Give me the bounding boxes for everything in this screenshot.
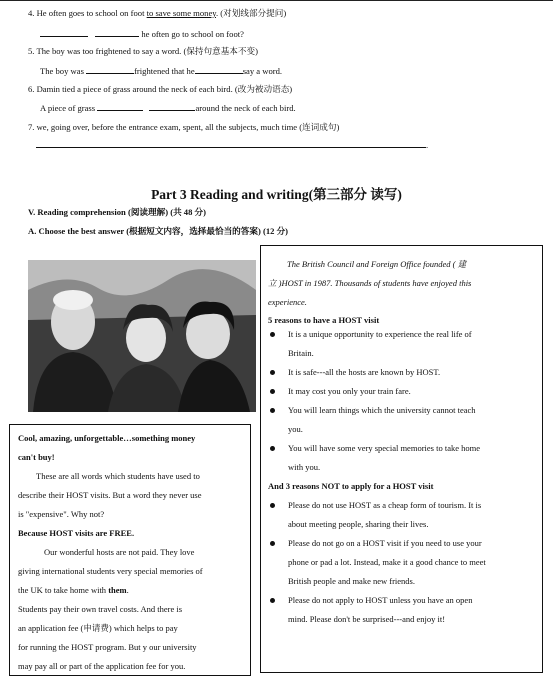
paragraph-line: These are all words which students have used to [36,471,200,481]
reason-4-line2: you. [288,424,303,434]
intro-line: The British Council and Foreign Office founded ( 建 [287,259,467,269]
reasons-heading: 5 reasons to have a HOST visit [268,315,380,325]
part-3-title: Part 3 Reading and writing(第三部分 读写) [151,187,402,202]
text-span: . [126,585,129,595]
top-rule [0,0,553,1]
answer-blank[interactable] [40,27,88,37]
q5-part-b: frightened that he [134,66,195,76]
bullet-icon [270,408,275,413]
question-4 [28,7,286,19]
question-5: 5. The boy was too frightened to say a word. (保持句意基本不变) [28,46,258,56]
box-heading-line1: Cool, amazing, unforgettable…something money [18,433,196,443]
free-heading: Because HOST visits are FREE. [18,528,135,538]
answer-blank[interactable] [97,101,143,111]
box-heading-line2: can't buy! [18,452,55,462]
q6-part-a: A piece of grass [40,103,98,113]
bold-them: them [108,585,127,595]
bullet-icon [270,389,275,394]
q4-instruction: . (对划线部分提问) [216,8,287,18]
paragraph-line: may pay all or part of the application fee for you. [18,661,186,671]
bullet-icon [270,370,275,375]
paragraph-line: Our wonderful hosts are not paid. They love [44,547,195,557]
bullet-icon [270,541,275,546]
answer-blank[interactable] [195,64,243,74]
q7-period: . [426,140,429,150]
answer-blank[interactable] [86,64,134,74]
question-7: 7. we, going over, before the entrance exam, spent, all the subjects, much time (连词成句) [28,122,340,132]
reason-4-line1: You will learn things which the university cannot teach [288,405,476,415]
reason-1-line1: It is a unique opportunity to experience the real life of [288,329,472,339]
not-reason-3-line1: Please do not apply to HOST unless you have an open [288,595,473,605]
answer-blank[interactable] [149,101,195,111]
intro-line: 立 )HOST in 1987. Thousands of students have enjoyed this [268,278,472,288]
not-reasons-heading: And 3 reasons NOT to apply for a HOST visit [268,481,434,491]
paragraph-line: is "expensive". Why not? [18,509,105,519]
reason-5-line2: with you. [288,462,321,472]
q4-line2: he often go to school on foot? [141,29,244,39]
bullet-icon [270,503,275,508]
question-6-answer [40,101,296,113]
q5-part-a: The boy was [40,66,87,76]
paragraph-line: an application fee (申请费) which helps to pay [18,623,178,633]
bullet-icon [270,446,275,451]
reason-3: It may cost you only your train fare. [288,386,411,396]
question-6: 6. Damin tied a piece of grass around the neck of each bird. (改为被动语态) [28,84,293,94]
q4-underlined: to save some money [146,8,216,18]
paragraph-line: for running the HOST program. But y our university [18,642,197,652]
paragraph-line: Students pay their own travel costs. And there is [18,604,183,614]
bullet-icon [270,598,275,603]
photo-three-people [28,260,256,412]
q5-part-c: say a word. [242,66,283,76]
answer-line[interactable] [36,138,429,150]
not-reason-2-line1: Please do not go on a HOST visit if you need to use your [288,538,482,548]
not-reason-2-line2: phone or pad a lot. Instead, make it a good chance to meet [288,557,486,567]
paragraph-line: giving international students very special memories of [18,566,203,576]
text-span: the UK to take home with [18,585,109,595]
reason-2: It is safe---all the hosts are known by HOST. [288,367,441,377]
reason-1-line2: Britain. [288,348,314,358]
question-4-answer [40,27,244,39]
bullet-icon [270,332,275,337]
answer-blank[interactable] [95,27,139,37]
reason-5-line1: You will have some very special memories to take home [288,443,480,453]
paragraph-line: describe their HOST visits. But a word they never use [18,490,202,500]
question-7-answer [36,138,428,150]
not-reason-2-line3: British people and make new friends. [288,576,415,586]
q6-part-b: around the neck of each bird. [195,103,296,113]
not-reason-1-line1: Please do not use HOST as a cheap form of tourism. It is [288,500,482,510]
paragraph-line [18,581,129,600]
section-a-heading: A. Choose the best answer (根据短文内容，选择最恰当的答案) (12 分) [28,226,289,236]
section-v-heading: V. Reading comprehension (阅读理解) (共 48 分) [28,207,207,217]
q4-text: 4. He often goes to school on foot [28,8,147,18]
not-reason-1-line2: about meeting people, sharing their lives. [288,519,429,529]
question-5-answer [40,64,282,76]
intro-line: experience. [268,297,307,307]
not-reason-3-line2: mind. Please don't be surprised---and enjoy it! [288,614,446,624]
